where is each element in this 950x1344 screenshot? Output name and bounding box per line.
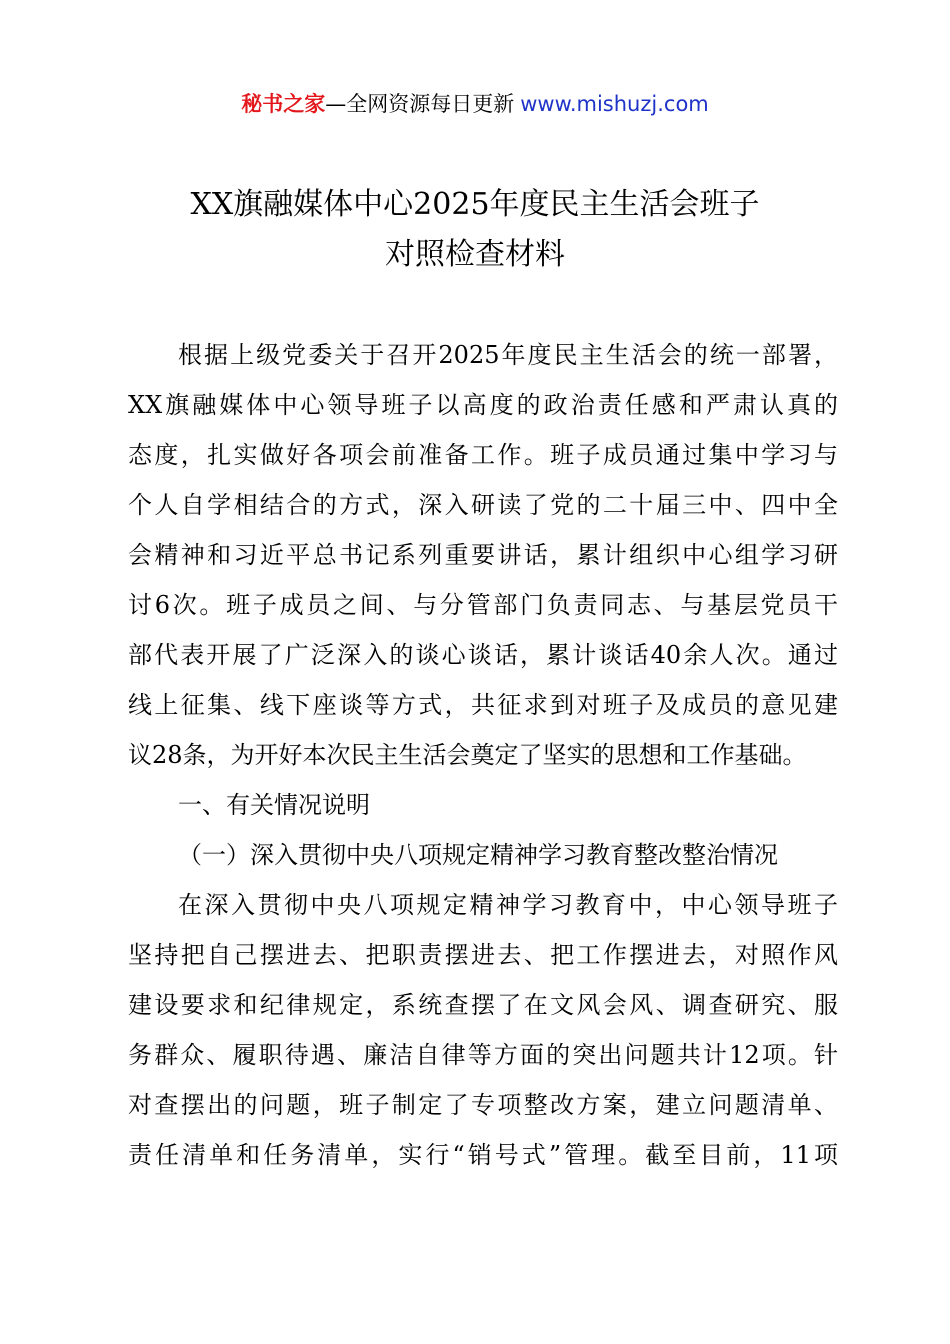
intro-line: 线上征集、线下座谈等方式，共征求到对班子及成员的意见建 xyxy=(128,691,838,719)
header-brand: 秘书之家 xyxy=(241,92,326,116)
intro-line: 讨6次。班子成员之间、与分管部门负责同志、与基层党员干 xyxy=(128,591,838,619)
title-line-2: 对照检查材料 xyxy=(385,237,565,272)
document-title xyxy=(100,180,850,280)
title-line-1: XX旗融媒体中心2025年度民主生活会班子 xyxy=(190,187,760,222)
header-slogan: —全网资源每日更新 xyxy=(325,92,515,116)
section-line: 在深入贯彻中央八项规定精神学习教育中，中心领导班子 xyxy=(178,891,838,919)
section-line: 务群众、履职待遇、廉洁自律等方面的突出问题共计12项。针 xyxy=(128,1041,838,1069)
section-line: 责任清单和任务清单，实行“销号式”管理。截至目前，11项 xyxy=(128,1141,838,1169)
intro-line: 议28条，为开好本次民主生活会奠定了坚实的思想和工作基础。 xyxy=(128,741,807,769)
header-url-link[interactable]: www.mishuzj.com xyxy=(520,92,709,116)
section-subheading: （一）深入贯彻中央八项规定精神学习教育整改整治情况 xyxy=(178,841,778,869)
intro-line: 部代表开展了广泛深入的谈心谈话，累计谈话40余人次。通过 xyxy=(128,641,838,669)
section-line: 坚持把自己摆进去、把职责摆进去、把工作摆进去，对照作风 xyxy=(128,941,838,969)
intro-line: 态度，扎实做好各项会前准备工作。班子成员通过集中学习与 xyxy=(128,441,838,469)
intro-line: 根据上级党委关于召开2025年度民主生活会的统一部署， xyxy=(178,341,838,369)
section-line: 对查摆出的问题，班子制定了专项整改方案，建立问题清单、 xyxy=(128,1091,838,1119)
section-line: 建设要求和纪律规定，系统查摆了在文风会风、调查研究、服 xyxy=(128,991,838,1019)
intro-line: 会精神和习近平总书记系列重要讲话，累计组织中心组学习研 xyxy=(128,541,838,569)
intro-line: XX旗融媒体中心领导班子以高度的政治责任感和严肃认真的 xyxy=(128,391,838,419)
section-heading: 一、有关情况说明 xyxy=(178,791,370,819)
document-body xyxy=(128,330,838,1180)
intro-line: 个人自学相结合的方式，深入研读了党的二十届三中、四中全 xyxy=(128,491,838,519)
site-header xyxy=(0,88,950,120)
